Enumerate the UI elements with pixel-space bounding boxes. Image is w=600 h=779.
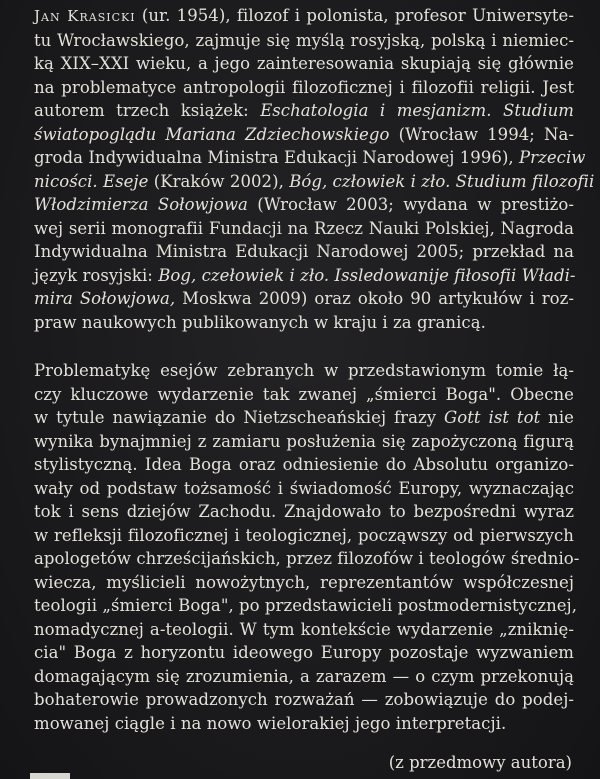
source-attribution: (z przedmowy autora): [388, 753, 572, 772]
bio-text-run: tu Wrocławskiego, zajmuje się myślą rosyjską, polską i niemiec-: [34, 30, 574, 50]
author-bio-paragraph: [34, 4, 595, 334]
essay-text-run: wiecza, myślicieli nowożytnych, reprezentantów współczesnej: [34, 572, 574, 592]
essay-line: [34, 406, 574, 430]
bio-line: [34, 264, 574, 288]
bio-text-run: Bóg, człowiek i zło. Studium filozofii: [289, 171, 595, 191]
essay-line: [34, 688, 574, 712]
essay-text-run: Problematykę esejów zebranych w przedstawionym tomie łą-: [34, 361, 574, 380]
essay-line: [34, 383, 574, 407]
essay-text-run: bohaterowie prowadzonych rozważań — zobowiązuje do podej-: [34, 690, 574, 709]
essay-line: [34, 547, 580, 571]
bio-text-run: praw naukowych publikowanych w kraju i za granicą.: [34, 312, 486, 332]
bio-text-run: wej serii monografii Fundacji na Rzecz Nauki Polskiej, Nagroda: [34, 218, 574, 238]
bio-text-run: język rosyjski:: [34, 265, 159, 285]
essay-text-run: teologii „śmierci Boga", po przedstawicieli postmodernistycznej,: [34, 596, 578, 615]
essay-text-run: w tytule nawiązanie do Nietzscheańskiej frazy: [34, 408, 445, 427]
bio-text-run: Przeciw: [519, 148, 586, 167]
essay-line: [34, 641, 574, 665]
essay-text-run: nomadycznej a-teologii. W tym kontekście wydarzenie „zniknię-: [34, 619, 574, 639]
essay-text-run: wynika bynajmniej z zamiaru posłużenia się zapożyczoną figurą: [34, 431, 574, 451]
bio-line: [34, 29, 574, 53]
bio-text-run: autorem trzech książek:: [34, 101, 261, 120]
essay-line: [34, 665, 574, 689]
bio-text-run: (Kraków 2002),: [148, 171, 290, 191]
bio-text-run: groda Indywidualna Ministra Edukacji Narodowej 1996),: [34, 148, 520, 167]
essay-text-run: cia" Boga z horyzontu ideowego Europy pozostaje wyzwaniem: [34, 643, 574, 662]
bio-line: [34, 170, 595, 194]
bio-text-run: Bog, czełowiek i zło. Issledowanije fiłosofii Władi-: [158, 265, 576, 285]
barcode-edge: [30, 773, 70, 779]
bio-line: [34, 217, 574, 241]
bio-line: [34, 287, 574, 311]
essay-text-run: wały od podstaw tożsamość i świadomość Europy, wyznaczając: [34, 478, 574, 498]
bio-text-run: Jan Krasicki: [34, 7, 136, 25]
essay-line: [34, 477, 574, 501]
bio-line: [34, 311, 574, 335]
bio-line: [34, 240, 574, 264]
bio-text-run: (ur. 1954), filozof i polonista, profesor Uniwersyte-: [135, 6, 574, 25]
essay-line: [34, 594, 578, 618]
essay-line: [34, 500, 574, 524]
paragraph-gap: [34, 334, 574, 359]
essay-line: [34, 359, 574, 383]
essay-text-run: tok i sens dziejów Zachodu. Znajdowało to bezpośredni wyraz: [34, 502, 574, 521]
essay-text-run: domagającym się zrozumienia, a zarazem — o czym przekonują: [34, 666, 574, 686]
bio-line: [34, 76, 574, 100]
bio-text-run: światopoglądu Mariana Zdziechowskiego: [34, 124, 390, 144]
bio-line: [34, 4, 574, 29]
essay-line: [34, 712, 574, 736]
essay-text-run: mowanej ciągle i na nowo wielorakiej jego interpretacji.: [34, 713, 507, 733]
bio-text-run: mira Sołowjowa,: [34, 289, 176, 308]
essay-text-run: czy kluczowe wydarzenie tak zwanej „śmierci Boga". Obecne: [34, 384, 574, 404]
bio-line: [34, 146, 586, 170]
essay-text-run: stylistyczną. Idea Boga oraz odniesienie do Absolutu organizo-: [34, 455, 574, 474]
bio-text-run: ką XIX–XXI wieku, a jego zainteresowania skupiają się głównie: [34, 54, 574, 73]
essay-line: [34, 524, 574, 548]
bio-text-run: Indywidualna Ministra Edukacji Narodowej 2005; przekład na: [34, 242, 574, 261]
essay-text-run: apologetów chrześcijańskich, przez filozofów i teologów średnio-: [34, 549, 580, 568]
essay-line: [34, 453, 574, 477]
essay-line: [34, 618, 574, 642]
bio-text-run: nicości. Eseje: [34, 171, 149, 191]
book-description-paragraph: [34, 359, 580, 735]
bio-text-run: na problematyce antropologii filozoficznej i filozofii religii. Jest: [34, 77, 574, 97]
essay-line: [34, 430, 574, 454]
bio-line: [34, 52, 574, 76]
bio-line: [34, 99, 574, 123]
essay-text-run: Gott ist tot: [444, 408, 541, 427]
essay-text-run: nie: [540, 408, 574, 427]
bio-line: [34, 123, 574, 147]
bio-text-run: (Wrocław 1994; Na-: [389, 124, 574, 144]
bio-text-run: (Wrocław 2003; wydana w prestiżo-: [247, 195, 574, 214]
bio-text-run: Włodzimierza Sołowjowa: [34, 195, 248, 214]
essay-text-run: w refleksji filozoficznej i teologicznej, począwszy od pierwszych: [34, 525, 574, 545]
bio-text-run: Eschatologia i mesjanizm. Studium: [260, 101, 574, 120]
bio-text-run: Moskwa 2009) oraz około 90 artykułów i roz-: [175, 289, 574, 308]
bio-line: [34, 193, 574, 217]
essay-line: [34, 571, 574, 595]
